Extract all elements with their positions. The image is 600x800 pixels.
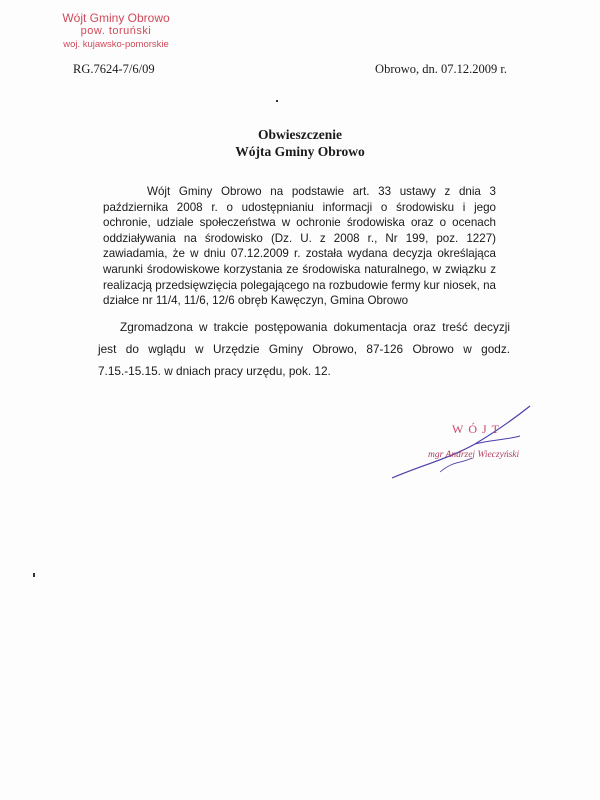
title-line-2: Wójta Gminy Obrowo xyxy=(235,144,365,159)
paragraph-2-text: Zgromadzona w trakcie postępowania dokumentacja oraz treść decyzji jest do wglądu w Urzędzie Gminy Obrowo, 87-126 Obrowo w godz. 7.15.-15.15. w dniach pracy urzędu, pok. 12. xyxy=(98,320,510,378)
paragraph-access xyxy=(98,316,510,382)
reference-number: RG.7624-7/6/09 xyxy=(73,62,155,76)
handwritten-signature xyxy=(380,400,560,490)
scan-speck xyxy=(33,573,35,577)
place-and-date: Obrowo, dn. 07.12.2009 r. xyxy=(375,62,507,76)
scan-speck xyxy=(276,100,278,102)
stamp-line-1: Wójt Gminy Obrowo xyxy=(62,11,170,25)
stamp-line-2: pow. toruński xyxy=(80,25,152,37)
stamp-line-3: woj. kujawsko-pomorskie xyxy=(63,39,169,50)
office-stamp xyxy=(56,12,176,51)
paragraph-1-text: Wójt Gminy Obrowo na podstawie art. 33 ustawy z dnia 3 października 2008 r. o udostępnianiu informacji o środowisku i jego ochronie, udziale społeczeństwa w ochronie środowiska oraz o ocenach oddziaływania na środowisko (Dz. U. z 2008 r., Nr 199, poz. 1227) zawiadamia, że w dniu 07.12.2009 r. została wydana decyzja określająca warunki środowiskowe korzystania ze środowiska naturalnego, w związku z realizacją przedsięwzięcia polegającego na rozbudowie fermy kur niosek, na działce nr 11/4, 11/6, 12/6 obręb Kawęczyn, Gmina Obrowo xyxy=(103,185,496,308)
document-title xyxy=(0,126,600,160)
title-line-1: Obwieszczenie xyxy=(258,127,342,142)
signature-title: WÓJT xyxy=(452,422,504,436)
signature-stroke xyxy=(380,400,560,490)
signature-name: mgr Andrzej Wieczyński xyxy=(428,450,520,460)
paragraph-announcement xyxy=(103,184,496,309)
